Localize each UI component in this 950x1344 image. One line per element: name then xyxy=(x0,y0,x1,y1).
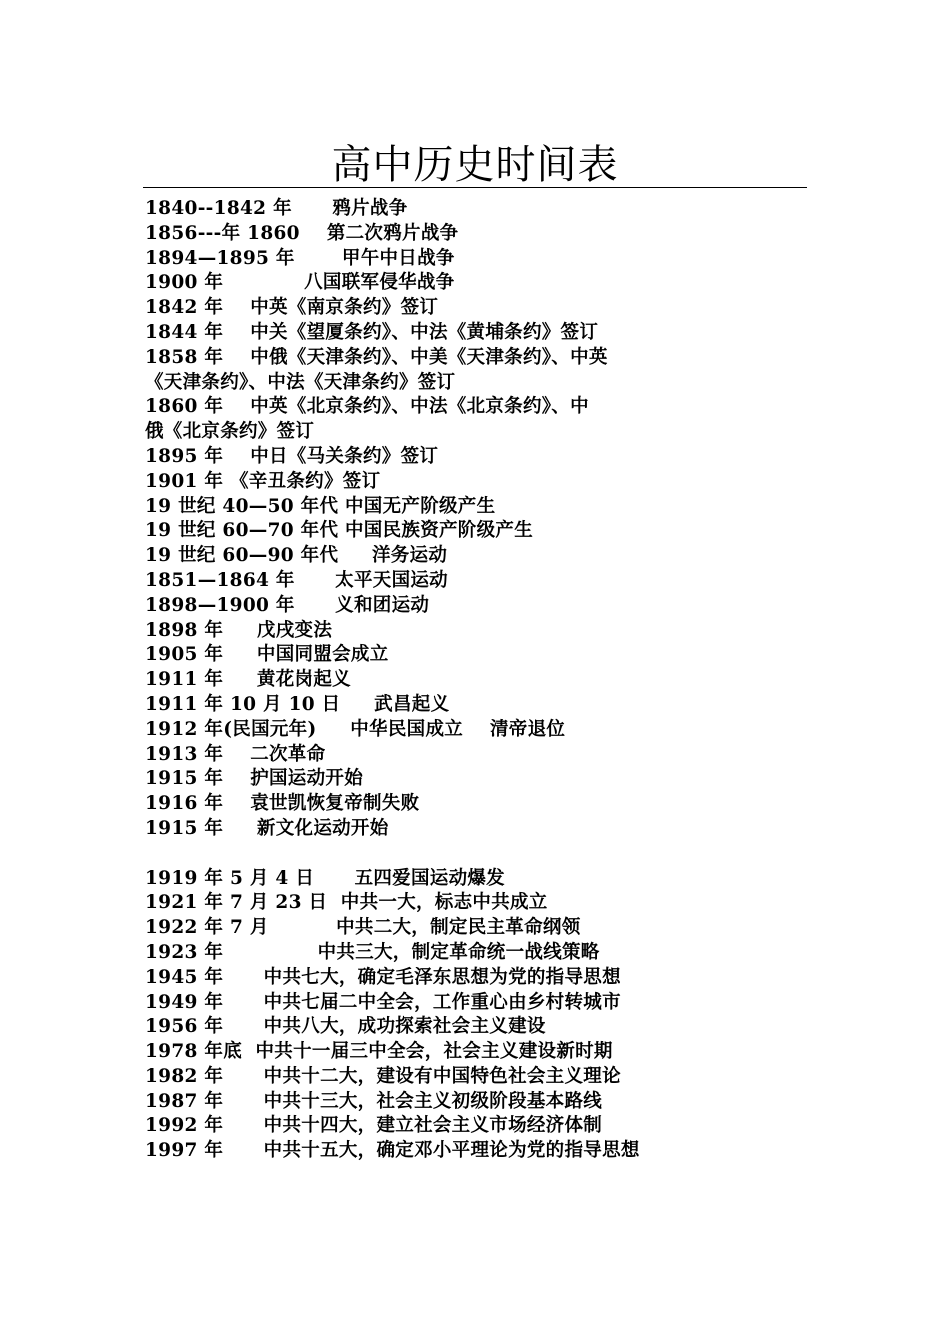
timeline-line: 1901 年 《辛丑条约》签订 xyxy=(145,470,381,492)
timeline-line: 1997 年 中共十五大，确定邓小平理论为党的指导思想 xyxy=(145,1140,640,1162)
timeline-line xyxy=(145,842,825,867)
timeline-line: 1945 年 中共七大，确定毛泽东思想为党的指导思想 xyxy=(145,966,621,988)
timeline-line: 俄《北京条约》签订 xyxy=(145,421,315,443)
timeline-line: 1915 年 新文化运动开始 xyxy=(145,817,389,839)
timeline-line: 1900 年 八国联军侵华战争 xyxy=(145,272,455,294)
timeline-line: 1844 年 中关《望厦条约》、中法《黄埔条约》签订 xyxy=(145,321,599,343)
timeline-line: 1987 年 中共十三大，社会主义初级阶段基本路线 xyxy=(145,1090,603,1112)
timeline-list xyxy=(145,197,825,1164)
timeline-line: 1851—1864 年 太平天国运动 xyxy=(145,569,448,591)
timeline-line: 1921 年 7 月 23 日 中共一大，标志中共成立 xyxy=(145,892,548,914)
timeline-line: 1923 年 中共三大，制定革命统一战线策略 xyxy=(145,941,600,963)
timeline-line: 1911 年 10 月 10 日 武昌起义 xyxy=(145,693,450,715)
timeline-line: 1842 年 中英《南京条约》签订 xyxy=(145,297,439,319)
timeline-line: 1894—1895 年 甲午中日战争 xyxy=(145,247,455,269)
timeline-line: 1992 年 中共十四大，建立社会主义市场经济体制 xyxy=(145,1115,603,1137)
timeline-line: 1916 年 袁世凯恢复帝制失败 xyxy=(145,793,420,815)
timeline-line: 19 世纪 60—90 年代 洋务运动 xyxy=(145,545,448,567)
timeline-line: 1858 年 中俄《天津条约》、中美《天津条约》、中英 xyxy=(145,346,608,368)
timeline-line: 1922 年 7 月 中共二大，制定民主革命纲领 xyxy=(145,917,581,939)
title-underline xyxy=(143,187,807,188)
timeline-line: 1895 年 中日《马关条约》签订 xyxy=(145,445,439,467)
timeline-line: 1860 年 中英《北京条约》、中法《北京条约》、中 xyxy=(145,396,589,418)
page-title: 高中历史时间表 xyxy=(331,142,619,188)
timeline-line: 《天津条约》、中法《天津条约》签订 xyxy=(145,371,456,393)
timeline-line: 1919 年 5 月 4 日 五四爱国运动爆发 xyxy=(145,867,505,889)
timeline-line: 1905 年 中国同盟会成立 xyxy=(145,644,389,666)
timeline-line: 19 世纪 60—70 年代 中国民族资产阶级产生 xyxy=(145,520,533,542)
timeline-line: 1949 年 中共七届二中全会，工作重心由乡村转城市 xyxy=(145,991,621,1013)
timeline-line: 1978 年底 中共十一届三中全会，社会主义建设新时期 xyxy=(145,1041,613,1063)
timeline-line: 1856---年 1860 第二次鸦片战争 xyxy=(145,222,459,244)
timeline-line: 1956 年 中共八大，成功探索社会主义建设 xyxy=(145,1016,546,1038)
timeline-line: 1915 年 护国运动开始 xyxy=(145,768,363,790)
timeline-line: 1911 年 黄花岗起义 xyxy=(145,669,351,691)
timeline-line: 1982 年 中共十二大，建设有中国特色社会主义理论 xyxy=(145,1065,621,1087)
timeline-line: 1840--1842 年 鸦片战争 xyxy=(145,198,408,219)
timeline-line: 19 世纪 40—50 年代 中国无产阶级产生 xyxy=(145,495,496,517)
timeline-line: 1898 年 戊戌变法 xyxy=(145,619,333,641)
timeline-line: 1913 年 二次革命 xyxy=(145,743,326,765)
timeline-line: 1898—1900 年 义和团运动 xyxy=(145,594,430,616)
timeline-line: 1912 年(民国元年) 中华民国成立 清帝退位 xyxy=(145,718,566,740)
